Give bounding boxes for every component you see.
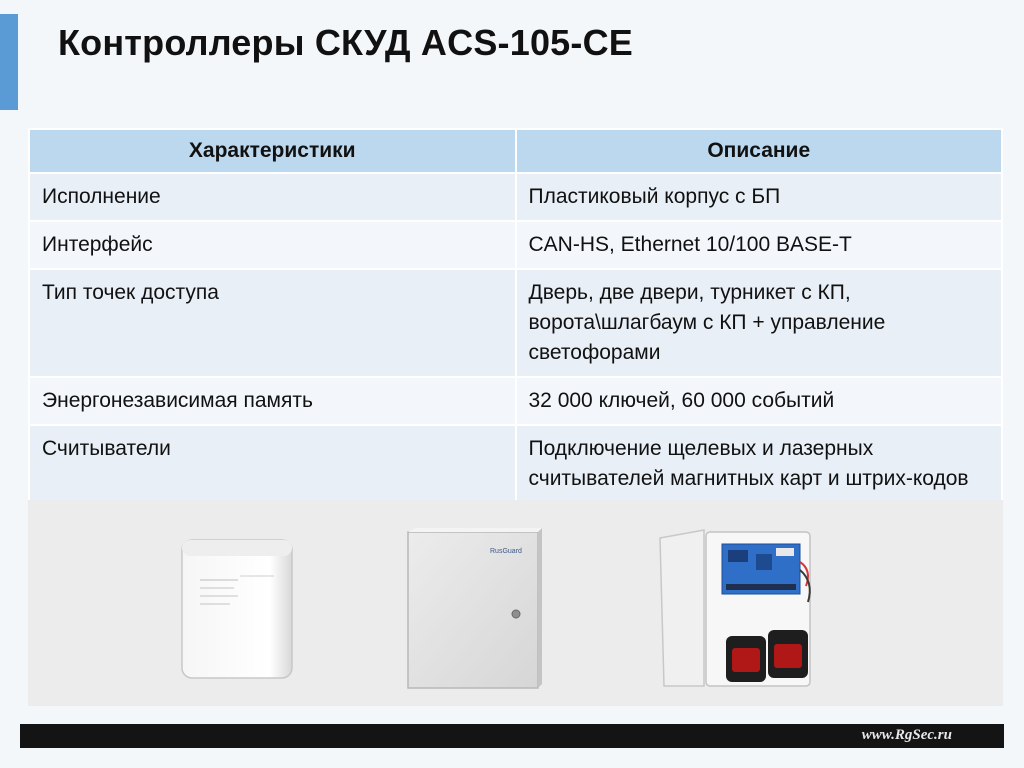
row-name-cell: Энергонезависимая память — [29, 377, 516, 425]
table-row — [29, 173, 1002, 221]
row-value-cell: Пластиковый корпус с БП — [516, 173, 1003, 221]
column-header-description: Описание — [516, 129, 1003, 173]
table-row — [29, 221, 1002, 269]
controller-open-case-with-readers-image — [656, 526, 816, 694]
table-header-row — [29, 129, 1002, 173]
row-value-cell: CAN-HS, Ethernet 10/100 BASE-T — [516, 221, 1003, 269]
row-name-cell: Считыватели — [29, 425, 516, 515]
controller-metal-box-image — [406, 528, 542, 692]
rusguard-logo-text: RusGuard — [490, 548, 522, 555]
row-name-cell: Исполнение — [29, 173, 516, 221]
row-value-cell: Подключение щелевых и лазерных считывателей магнитных карт и штрих-кодов — [516, 425, 1003, 515]
column-header-characteristics: Характеристики — [29, 129, 516, 173]
row-value-cell: 32 000 ключей, 60 000 событий — [516, 377, 1003, 425]
footer-bar — [20, 724, 1004, 748]
row-value-cell: Дверь, две двери, турникет с КП, ворота\шлагбаум с КП + управление светофорами — [516, 269, 1003, 377]
table-row — [29, 377, 1002, 425]
controller-plastic-case-image — [178, 536, 298, 682]
spec-table — [28, 128, 1003, 516]
table-row — [29, 269, 1002, 377]
product-photos-panel — [28, 500, 1003, 706]
page-title: Контроллеры СКУД ACS-105-CE — [58, 22, 633, 63]
accent-bar — [0, 14, 18, 110]
row-name-cell: Интерфейс — [29, 221, 516, 269]
footer-url[interactable]: www.RgSec.ru — [861, 727, 952, 743]
row-name-cell: Тип точек доступа — [29, 269, 516, 377]
